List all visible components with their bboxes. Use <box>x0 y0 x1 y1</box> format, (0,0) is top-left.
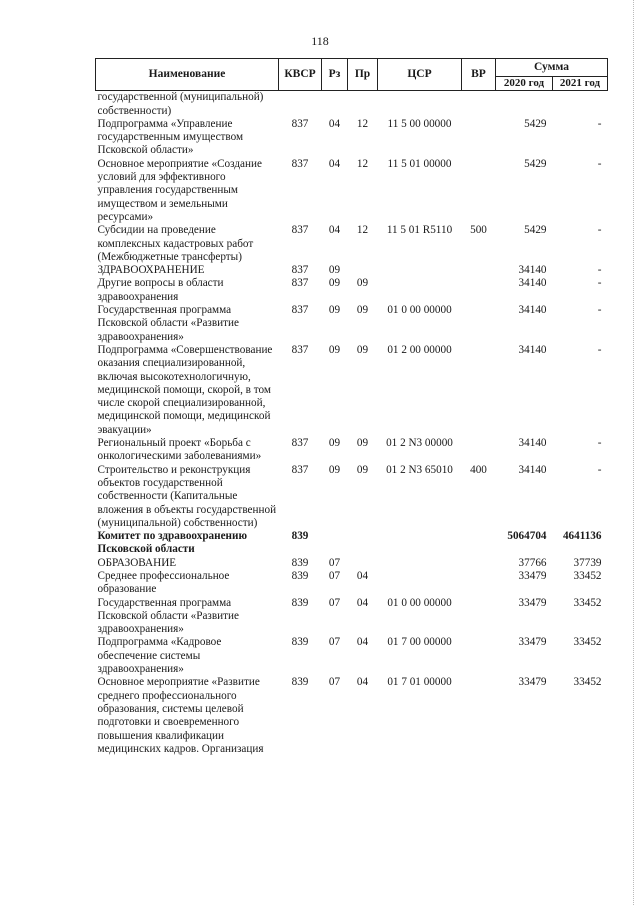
row-kvsr: 839 <box>291 636 309 649</box>
row-rz: 09 <box>328 264 341 277</box>
row-name: Подпрограмма «Совершенствование оказания специализированной, включая высокотехнологичную, медицинской помощи, скорой, в том числе скорой специализированной, медицинской помощи, медицинской эвакуации» <box>97 343 273 436</box>
table-row <box>96 437 608 464</box>
row-pr <box>348 557 378 570</box>
row-rz <box>322 91 348 118</box>
row-csr <box>378 264 462 277</box>
table-row <box>96 264 608 277</box>
row-csr <box>378 91 462 118</box>
row-sum-2021: - <box>597 277 602 290</box>
header-rz: Рз <box>322 59 348 91</box>
row-kvsr <box>279 91 322 118</box>
table-row <box>96 118 608 158</box>
table-row <box>96 557 608 570</box>
row-csr: 01 2 N3 00000 <box>386 437 453 450</box>
row-name: Основное мероприятие «Развитие среднего профессионального образования, системы целевой подготовки и своевременного повышения квалификации медицинских кадров. Организация <box>97 676 264 755</box>
page-number: 118 <box>311 34 329 48</box>
row-pr: 09 <box>356 304 369 317</box>
row-rz <box>322 530 348 557</box>
row-sum-2020: 34140 <box>518 437 547 450</box>
row-pr: 09 <box>356 463 369 476</box>
row-pr <box>348 264 378 277</box>
table-row <box>96 91 608 118</box>
row-vr <box>462 676 496 756</box>
row-name: Региональный проект «Борьба с онкологическими заболеваниями» <box>97 437 262 463</box>
row-rz: 07 <box>328 636 341 649</box>
row-sum-2021: - <box>597 224 602 237</box>
row-rz: 09 <box>328 343 341 356</box>
table-row <box>96 530 608 557</box>
row-name: Комитет по здравоохранению Псковской области <box>97 530 247 556</box>
row-name: Среднее профессиональное образование <box>97 569 230 596</box>
row-sum-2021: - <box>597 437 602 450</box>
row-kvsr: 837 <box>291 343 309 356</box>
row-pr: 04 <box>356 676 369 689</box>
row-kvsr: 839 <box>291 569 309 582</box>
row-name: Другие вопросы в области здравоохранения <box>97 277 224 303</box>
row-sum-2021: 33452 <box>573 569 602 582</box>
row-name: Государственная программа Псковской области «Развитие здравоохранения» <box>97 596 239 636</box>
table-row <box>96 676 608 756</box>
row-vr <box>462 530 496 557</box>
row-sum-2020 <box>496 91 553 118</box>
row-sum-2021: - <box>597 304 602 317</box>
row-rz: 09 <box>328 463 341 476</box>
row-csr <box>378 570 462 597</box>
row-csr: 01 2 N3 65010 <box>386 463 453 476</box>
table-body <box>96 91 608 756</box>
row-pr: 09 <box>356 277 369 290</box>
row-kvsr: 837 <box>291 117 309 130</box>
row-pr: 12 <box>356 224 369 237</box>
row-name: Строительство и реконструкция объектов государственной собственности (Капитальные вложения в объекты государственной (муниципальной) собственности) <box>97 463 277 529</box>
row-sum-2021: - <box>597 463 602 476</box>
row-sum-2020: 33479 <box>518 676 547 689</box>
row-sum-2020: 5429 <box>524 224 547 237</box>
row-sum-2021: 33452 <box>573 596 602 609</box>
row-sum-2020: 33479 <box>518 569 547 582</box>
row-vr <box>462 264 496 277</box>
row-sum-2020: 5429 <box>524 157 547 170</box>
row-rz: 07 <box>328 556 341 569</box>
row-name: государственной (муниципальной) собственности) <box>97 91 264 117</box>
row-kvsr: 839 <box>291 676 309 689</box>
row-csr <box>378 530 462 557</box>
row-kvsr: 839 <box>291 556 309 569</box>
row-sum-2020: 34140 <box>518 343 547 356</box>
row-sum-2020: 34140 <box>518 463 547 476</box>
table-row <box>96 224 608 264</box>
row-name: ЗДРАВООХРАНЕНИЕ <box>97 264 205 277</box>
row-rz: 04 <box>328 157 341 170</box>
row-csr: 11 5 00 00000 <box>387 117 452 130</box>
row-vr: 400 <box>470 463 487 476</box>
row-vr <box>462 91 496 118</box>
row-sum-2021: 33452 <box>573 676 602 689</box>
row-sum-2020: 34140 <box>518 264 547 277</box>
row-kvsr: 837 <box>291 157 309 170</box>
budget-table <box>95 58 608 756</box>
table-row <box>96 344 608 437</box>
row-vr <box>462 158 496 224</box>
row-vr <box>462 557 496 570</box>
row-pr: 04 <box>356 636 369 649</box>
row-sum-2021 <box>553 91 608 118</box>
row-sum-2021: 4641136 <box>562 530 602 543</box>
row-kvsr: 837 <box>291 463 309 476</box>
row-sum-2021: - <box>597 157 602 170</box>
table-row <box>96 158 608 224</box>
row-csr <box>378 277 462 304</box>
header-pr: Пр <box>348 59 378 91</box>
row-sum-2020: 5064704 <box>507 530 547 543</box>
row-sum-2021: - <box>597 343 602 356</box>
table-header <box>96 59 608 91</box>
row-kvsr: 837 <box>291 437 309 450</box>
row-pr: 09 <box>356 437 369 450</box>
row-vr <box>462 570 496 597</box>
table-row <box>96 570 608 597</box>
row-pr: 09 <box>356 343 369 356</box>
header-kvsr: КВСР <box>279 59 322 91</box>
row-sum-2021: 33452 <box>573 636 602 649</box>
row-sum-2020: 34140 <box>518 304 547 317</box>
header-year-2021: 2021 год <box>553 77 608 91</box>
header-sum: Сумма <box>496 59 608 77</box>
row-csr: 01 0 00 00000 <box>387 304 452 317</box>
row-csr: 01 0 00 00000 <box>387 596 452 609</box>
row-name: ОБРАЗОВАНИЕ <box>97 556 177 569</box>
row-kvsr: 837 <box>291 304 309 317</box>
row-sum-2021: - <box>597 117 602 130</box>
row-name: Государственная программа Псковской области «Развитие здравоохранения» <box>97 304 239 343</box>
header-csr: ЦСР <box>378 59 462 91</box>
row-rz: 07 <box>328 676 341 689</box>
row-pr: 04 <box>356 569 369 582</box>
row-name: Подпрограмма «Кадровое обеспечение системы здравоохранения» <box>97 636 222 676</box>
row-csr: 01 2 00 00000 <box>387 343 452 356</box>
row-rz: 04 <box>328 224 341 237</box>
row-kvsr: 837 <box>291 264 309 277</box>
header-vr: ВР <box>462 59 496 91</box>
row-vr <box>462 636 496 676</box>
row-sum-2020: 37766 <box>518 556 547 569</box>
row-csr: 01 7 01 00000 <box>387 676 452 689</box>
row-pr: 12 <box>356 117 369 130</box>
row-name: Подпрограмма «Управление государственным имуществом Псковской области» <box>97 117 244 157</box>
row-kvsr: 837 <box>291 224 309 237</box>
row-rz: 07 <box>328 596 341 609</box>
row-sum-2021: 37739 <box>573 556 602 569</box>
table-row <box>96 304 608 344</box>
header-year-2020: 2020 год <box>496 77 553 91</box>
row-pr: 04 <box>356 596 369 609</box>
row-csr: 11 5 01 00000 <box>387 157 452 170</box>
row-csr <box>378 557 462 570</box>
row-pr <box>348 91 378 118</box>
row-csr: 01 7 00 00000 <box>387 636 452 649</box>
row-name: Основное мероприятие «Создание условий для эффективного управления государственным имуществом и земельными ресурсами» <box>97 157 262 223</box>
row-vr <box>462 344 496 437</box>
row-rz: 07 <box>328 569 341 582</box>
row-csr: 11 5 01 R5110 <box>386 224 453 237</box>
row-sum-2020: 5429 <box>524 117 547 130</box>
row-vr <box>462 304 496 344</box>
row-pr: 12 <box>356 157 369 170</box>
row-rz: 09 <box>328 437 341 450</box>
header-name: Наименование <box>96 59 279 91</box>
row-name: Субсидии на проведение комплексных кадастровых работ (Межбюджетные трансферты) <box>97 224 254 263</box>
row-sum-2020: 34140 <box>518 277 547 290</box>
row-vr <box>462 437 496 464</box>
row-rz: 09 <box>328 277 341 290</box>
table-row <box>96 636 608 676</box>
row-rz: 09 <box>328 304 341 317</box>
row-vr <box>462 597 496 637</box>
row-kvsr: 839 <box>291 596 309 609</box>
table-row <box>96 597 608 637</box>
table-row <box>96 464 608 530</box>
row-rz: 04 <box>328 117 341 130</box>
row-vr <box>462 118 496 158</box>
row-kvsr: 837 <box>291 277 309 290</box>
row-vr <box>462 277 496 304</box>
row-pr <box>348 530 378 557</box>
table-row <box>96 277 608 304</box>
row-sum-2021: - <box>597 264 602 277</box>
page-edge <box>633 0 640 905</box>
row-sum-2020: 33479 <box>518 596 547 609</box>
row-sum-2020: 33479 <box>518 636 547 649</box>
row-kvsr: 839 <box>291 530 309 543</box>
row-vr: 500 <box>470 224 487 237</box>
